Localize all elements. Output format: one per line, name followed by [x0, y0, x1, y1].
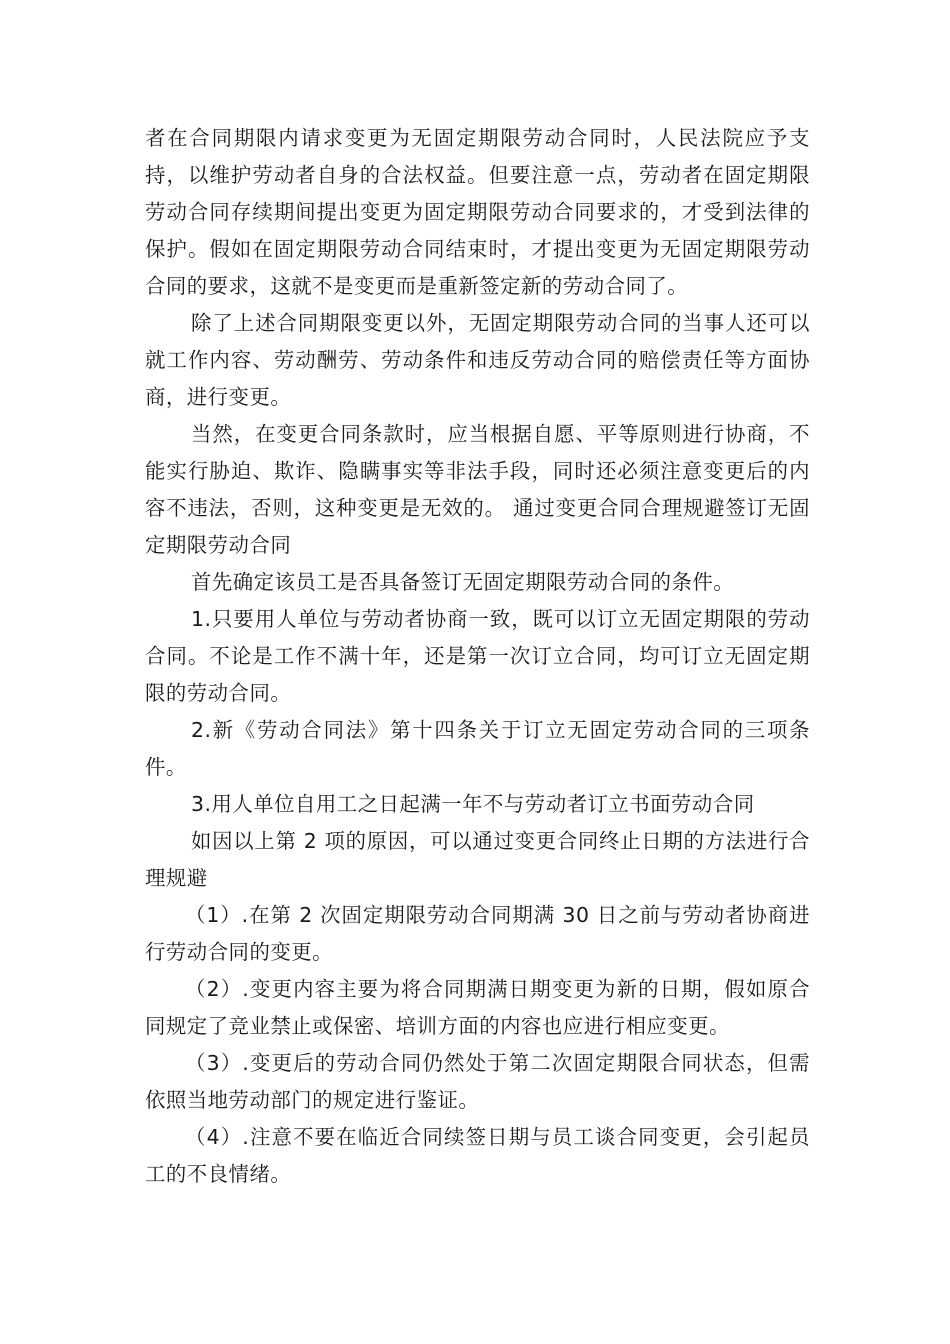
- paragraph-contract-term-change: 者在合同期限内请求变更为无固定期限劳动合同时，人民法院应予支持，以维护劳动者自身的合法权益。但要注意一点，劳动者在固定期限劳动合同存续期间提出变更为固定期限劳动合同要求的，才受到法律的保护。假如在固定期限劳动合同结束时，才提出变更为无固定期限劳动合同的要求，这就不是变更而是重新签定新的劳动合同了。: [145, 126, 810, 298]
- paragraph-avoidance-method: 如因以上第 2 项的原因，可以通过变更合同终止日期的方法进行合理规避: [145, 829, 810, 890]
- list-item-condition-3: 3.用人单位自用工之日起满一年不与劳动者订立书面劳动合同: [191, 792, 755, 816]
- list-item-condition-1: 1.只要用人单位与劳动者协商一致，既可以订立无固定期限的劳动合同。不论是工作不满十年，还是第一次订立合同，均可订立无固定期限的劳动合同。: [145, 607, 810, 705]
- paragraph-determine-eligibility: 首先确定该员工是否具备签订无固定期限劳动合同的条件。: [191, 570, 735, 594]
- list-item-condition-2: 2.新《劳动合同法》第十四条关于订立无固定劳动合同的三项条件。: [145, 718, 810, 779]
- paragraph-voluntary-equal-principle: 当然，在变更合同条款时，应当根据自愿、平等原则进行协商，不能实行胁迫、欺诈、隐瞒事实等非法手段，同时还必须注意变更后的内容不违法，否则，这种变更是无效的。 通过变更合同合理规避签订无固定期限劳动合同: [145, 422, 810, 557]
- list-item-step-4: （4）.注意不要在临近合同续签日期与员工谈合同变更，会引起员工的不良情绪。: [145, 1125, 810, 1186]
- paragraph-other-changes: 除了上述合同期限变更以外，无固定期限劳动合同的当事人还可以就工作内容、劳动酬劳、劳动条件和违反劳动合同的赔偿责任等方面协商，进行变更。: [145, 311, 810, 409]
- document-body: [145, 120, 810, 1193]
- list-item-step-1: （1）.在第 2 次固定期限劳动合同期满 30 日之前与劳动者协商进行劳动合同的变更。: [145, 903, 810, 964]
- list-item-step-3: （3）.变更后的劳动合同仍然处于第二次固定期限合同状态，但需依照当地劳动部门的规定进行鉴证。: [145, 1051, 810, 1112]
- list-item-step-2: （2）.变更内容主要为将合同期满日期变更为新的日期，假如原合同规定了竞业禁止或保密、培训方面的内容也应进行相应变更。: [145, 977, 810, 1038]
